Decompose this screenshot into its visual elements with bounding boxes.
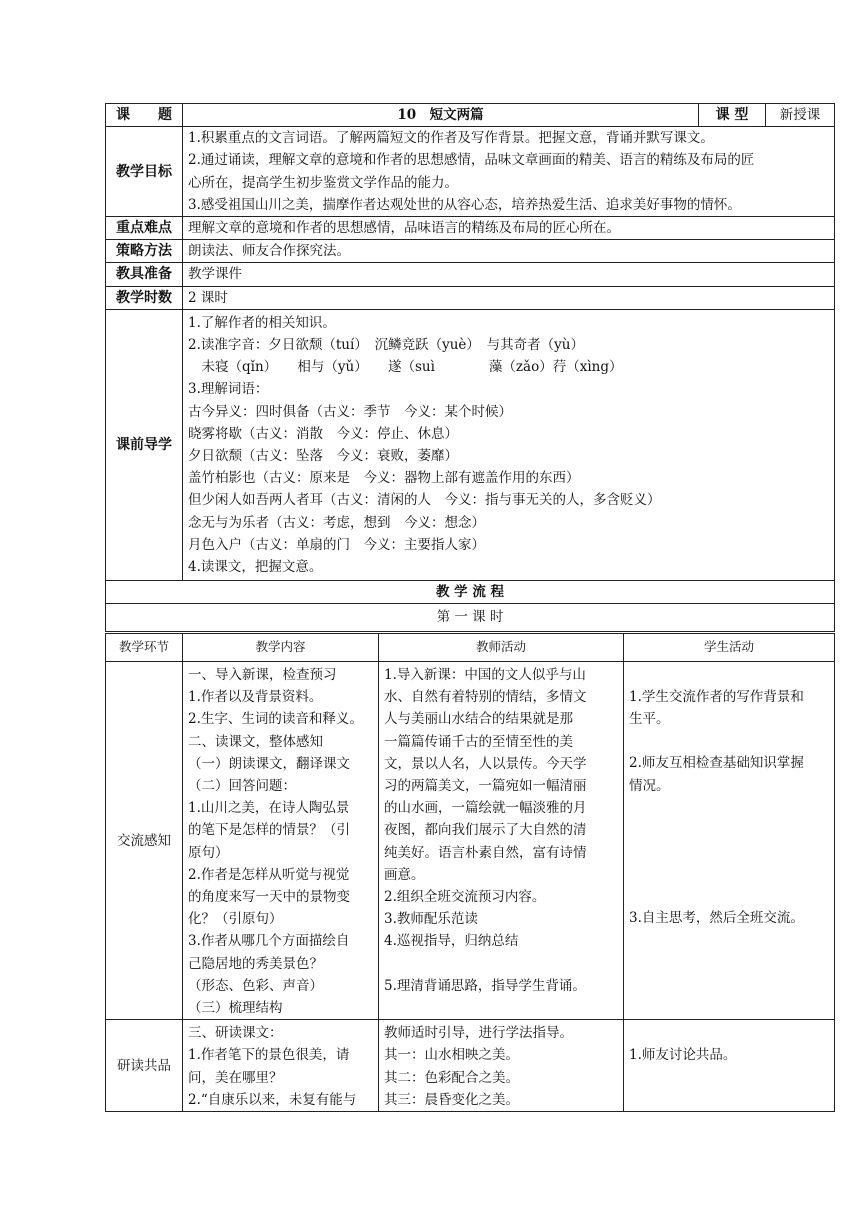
content-line: 2.作者是怎样从听觉与视觉 bbox=[188, 866, 350, 883]
preview-line: 盖竹柏影也（古义：原来是 今义：器物上部有遮盖作用的东西） bbox=[188, 470, 580, 487]
teaching-flow-table bbox=[105, 633, 835, 1112]
student-line: 情况。 bbox=[629, 777, 670, 794]
method-label: 策略方法 bbox=[106, 240, 183, 263]
spacer bbox=[629, 819, 834, 841]
teacher-line: 水、自然有着特别的情结，多情文 bbox=[384, 689, 587, 706]
preview-line: 4.读课文，把握文意。 bbox=[188, 559, 323, 576]
content-line: 2.生字、生词的读音和释义。 bbox=[188, 711, 363, 728]
tools-label: 教具准备 bbox=[106, 263, 183, 286]
goals-content bbox=[183, 127, 835, 217]
method-row bbox=[106, 240, 835, 263]
student-line: 生平。 bbox=[629, 711, 670, 728]
flow-row bbox=[106, 1020, 835, 1112]
content-cell bbox=[183, 662, 379, 1020]
content-line: 2.“自康乐以来，未复有能与 bbox=[188, 1091, 357, 1108]
student-line: 1.学生交流作者的写作背景和 bbox=[629, 689, 804, 705]
content-line: 三、研读课文： bbox=[188, 1025, 283, 1042]
topic-label: 课 题 bbox=[106, 104, 183, 127]
session-row bbox=[106, 604, 835, 632]
content-line: 的笔下是怎样的情景？（引 bbox=[188, 822, 350, 839]
teacher-line: 2.组织全班交流预习内容。 bbox=[384, 889, 546, 906]
teacher-line: 夜图，都向我们展示了大自然的清 bbox=[384, 822, 587, 839]
tools-row bbox=[106, 263, 835, 286]
teacher-line: 习的两篇美文，一篇宛如一幅清丽 bbox=[384, 778, 587, 795]
spacer bbox=[629, 863, 834, 885]
content-line: 3.作者从哪几个方面描绘自 bbox=[188, 933, 350, 950]
preview-line: 未寝（qǐn） 相与（yǔ） 遂（suì 藻（zǎo）荇（xìng） bbox=[188, 359, 623, 376]
content-line: 原句） bbox=[188, 844, 229, 861]
preview-line: 月色入户（古义：单扇的门 今义：主要指人家） bbox=[188, 536, 485, 553]
lesson-info-table bbox=[105, 103, 835, 632]
teacher-line: 5.理清背诵思路，指导学生背诵。 bbox=[384, 977, 586, 994]
goals-row bbox=[106, 127, 835, 217]
col-header-content: 教学内容 bbox=[183, 634, 379, 662]
preview-line: 3.理解词语： bbox=[188, 381, 269, 398]
content-line: （三）梳理结构 bbox=[188, 1000, 283, 1017]
content-line: 的角度来写一天中的景物变 bbox=[188, 889, 350, 906]
topic-value: 10 短文两篇 bbox=[183, 104, 699, 127]
tools-value: 教学课件 bbox=[183, 263, 835, 286]
difficulty-row bbox=[106, 217, 835, 240]
student-cell bbox=[624, 662, 835, 1020]
stage-cell: 交流感知 bbox=[106, 662, 183, 1020]
preview-content bbox=[183, 309, 835, 580]
flow-title-row bbox=[106, 580, 835, 603]
content-line: （形态、色彩、声音） bbox=[188, 977, 323, 994]
content-line: 问，美在哪里？ bbox=[188, 1069, 283, 1086]
spacer bbox=[384, 953, 623, 975]
preview-line: 夕日欲颓（古义：坠落 今义：衰败，萎靡） bbox=[188, 448, 458, 465]
stage-cell: 研读共品 bbox=[106, 1020, 183, 1112]
col-header-stage: 教学环节 bbox=[106, 634, 183, 662]
spacer bbox=[629, 664, 834, 686]
spacer bbox=[629, 885, 834, 907]
spacer bbox=[629, 841, 834, 863]
spacer bbox=[629, 730, 834, 752]
flow-title: 教 学 流 程 bbox=[106, 580, 835, 603]
teacher-line: 画意。 bbox=[384, 866, 425, 883]
teacher-line: 纯美好。语言朴素自然，富有诗情 bbox=[384, 844, 587, 861]
teacher-line: 一篇篇传诵千古的至情至性的美 bbox=[384, 733, 573, 750]
hours-label: 教学时数 bbox=[106, 286, 183, 309]
topic-row bbox=[106, 104, 835, 127]
content-cell bbox=[183, 1020, 379, 1112]
hours-row bbox=[106, 286, 835, 309]
student-cell bbox=[624, 1020, 835, 1112]
preview-line: 念无与为乐者（古义：考虑，想到 今义：想念） bbox=[188, 514, 485, 531]
difficulty-value: 理解文章的意境和作者的思想感情，品味语言的精练及布局的匠心所在。 bbox=[183, 217, 835, 240]
preview-row bbox=[106, 309, 835, 580]
col-header-student: 学生活动 bbox=[624, 634, 835, 662]
preview-line: 但少闲人如吾两人者耳（古义：清闲的人 今义：指与事无关的人，多含贬义） bbox=[188, 492, 661, 509]
preview-line: 晓雾将歇（古义：消散 今义：停止、休息） bbox=[188, 425, 458, 442]
teacher-line: 其一：山水相映之美。 bbox=[384, 1047, 519, 1064]
content-line: 1.作者以及背景资料。 bbox=[188, 689, 323, 706]
teacher-line: 1.导入新课：中国的文人似乎与山 bbox=[384, 667, 586, 683]
type-label: 课 型 bbox=[699, 104, 766, 127]
teacher-cell bbox=[379, 1020, 624, 1112]
content-line: 二、读课文，整体感知 bbox=[188, 733, 323, 750]
col-header-teacher: 教师活动 bbox=[379, 634, 624, 662]
hours-value: 2 课时 bbox=[183, 286, 835, 309]
teacher-line: 的山水画，一篇绘就一幅淡雅的月 bbox=[384, 800, 587, 817]
teacher-line: 3.教师配乐范读 bbox=[384, 911, 478, 928]
flow-header-row bbox=[106, 634, 835, 662]
teacher-line: 其三：晨昏变化之美。 bbox=[384, 1091, 519, 1108]
student-line: 1.师友讨论共品。 bbox=[629, 1047, 737, 1064]
difficulty-label: 重点难点 bbox=[106, 217, 183, 240]
content-line: 一、导入新课，检查预习 bbox=[188, 667, 337, 683]
content-line: 己隐居地的秀美景色？ bbox=[188, 955, 323, 972]
flow-row bbox=[106, 662, 835, 1020]
goals-line: 心所在，提高学生初步鉴赏文学作品的能力。 bbox=[188, 174, 458, 191]
goals-line: 1.积累重点的文言词语。了解两篇短文的作者及写作背景。把握文意，背诵并默写课文。 bbox=[188, 130, 714, 147]
teacher-line: 教师适时引导，进行学法指导。 bbox=[384, 1025, 573, 1042]
content-line: 1.作者笔下的景色很美，请 bbox=[188, 1047, 350, 1064]
type-value: 新授课 bbox=[766, 104, 835, 127]
teacher-line: 人与美丽山水结合的结果就是那 bbox=[384, 711, 573, 728]
spacer bbox=[629, 797, 834, 819]
goals-line: 3.感受祖国山川之美，揣摩作者达观处世的从容心态，培养热爱生活、追求美好事物的情怀。 bbox=[188, 196, 741, 213]
goals-line: 2.通过诵读，理解文章的意境和作者的思想感情，品味文章画面的精美、语言的精练及布局的匠 bbox=[188, 152, 755, 169]
student-line: 3.自主思考，然后全班交流。 bbox=[629, 909, 804, 926]
goals-label: 教学目标 bbox=[106, 127, 183, 217]
preview-line: 古今异义：四时俱备（古义：季节 今义：某个时候） bbox=[188, 403, 512, 420]
session-title: 第 一 课 时 bbox=[106, 604, 835, 632]
teacher-line: 4.巡视指导，归纳总结 bbox=[384, 933, 519, 950]
content-line: 化？（引原句） bbox=[188, 911, 283, 928]
content-line: （一）朗读课文，翻译课文 bbox=[188, 755, 350, 772]
teacher-line: 文，景以人名，人以景传。今天学 bbox=[384, 755, 587, 772]
student-line: 2.师友互相检查基础知识掌握 bbox=[629, 755, 804, 772]
method-value: 朗读法、师友合作探究法。 bbox=[183, 240, 835, 263]
preview-label: 课前导学 bbox=[106, 309, 183, 580]
teacher-line: 其二：色彩配合之美。 bbox=[384, 1069, 519, 1086]
preview-line: 2.读准字音：夕日欲颓（tuí） 沉鳞竞跃（yuè） 与其奇者（yù） bbox=[188, 337, 584, 354]
content-line: 1.山川之美，在诗人陶弘景 bbox=[188, 800, 350, 817]
teacher-cell bbox=[379, 662, 624, 1020]
content-line: （二）回答问题： bbox=[188, 778, 296, 795]
preview-line: 1.了解作者的相关知识。 bbox=[188, 314, 336, 331]
spacer bbox=[629, 1022, 834, 1044]
